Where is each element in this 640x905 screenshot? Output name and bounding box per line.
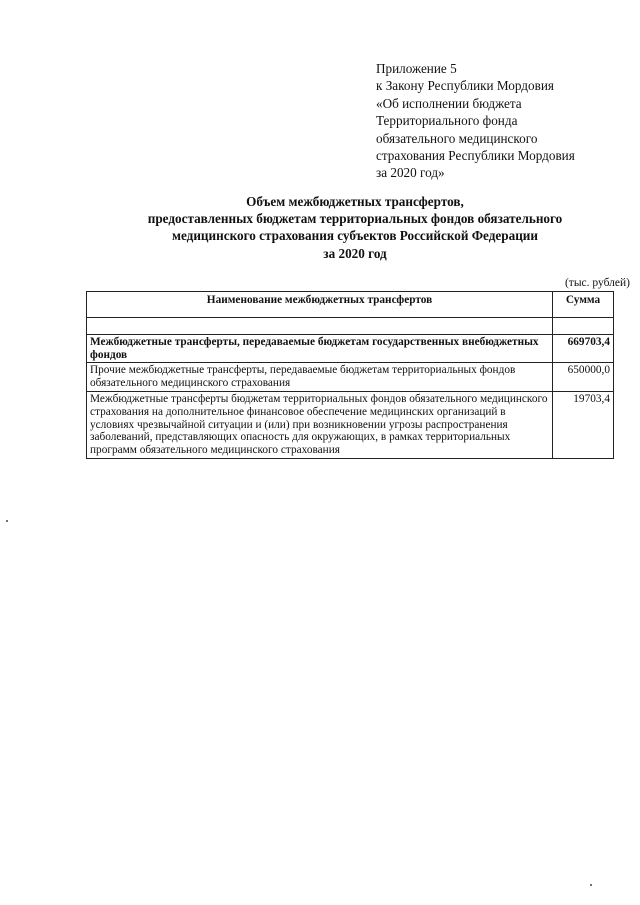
appendix-line: «Об исполнении бюджета <box>376 95 522 111</box>
title-line: за 2020 год <box>323 245 387 261</box>
row-name: Межбюджетные трансферты, передаваемые бюджетам государственных внебюджетных фондов <box>87 334 553 363</box>
appendix-line: к Закону Республики Мордовия <box>376 78 554 94</box>
appendix-line: Территориального фонда <box>376 113 518 129</box>
appendix-line: страхования Республики Мордовия <box>376 148 575 164</box>
row-sum: 669703,4 <box>553 334 614 363</box>
row-sum: 650000,0 <box>553 363 614 392</box>
row-sum: 19703,4 <box>553 391 614 458</box>
table-header-row <box>87 292 614 318</box>
appendix-block <box>376 60 636 182</box>
appendix-line: за 2020 год» <box>376 165 445 181</box>
scan-speck <box>590 884 592 886</box>
title-line: предоставленных бюджетам территориальных фондов обязательного <box>147 211 563 227</box>
table-row <box>87 391 614 458</box>
header-name: Наименование межбюджетных трансфертов <box>87 292 553 318</box>
appendix-line: обязательного медицинского <box>376 130 538 146</box>
row-name: Межбюджетные трансферты бюджетам территориальных фондов обязательного медицинского страхования на дополнительное финансовое обеспечение медицинских организаций в условиях чрезвычайной ситуации и (или) при возникновении угрозы распространения заболеваний, представляющих опасность для окружающих, в рамках территориальных программ обязательного медицинского страхования <box>87 391 553 458</box>
spacer-cell <box>87 317 553 334</box>
row-name: Прочие межбюджетные трансферты, передаваемые бюджетам территориальных фондов обязательного медицинского страхования <box>87 363 553 392</box>
header-sum: Сумма <box>553 292 614 318</box>
spacer-cell <box>553 317 614 334</box>
table-spacer-row <box>87 317 614 334</box>
unit-label: (тыс. рублей) <box>564 277 630 289</box>
table-row <box>87 363 614 392</box>
title-line: медицинского страхования субъектов Российской Федерации <box>171 228 538 244</box>
scan-speck <box>6 520 8 522</box>
transfers-table <box>86 291 614 459</box>
document-title <box>60 193 640 262</box>
title-line: Объем межбюджетных трансфертов, <box>246 194 464 209</box>
table-row <box>87 334 614 363</box>
appendix-line: Приложение 5 <box>376 61 457 76</box>
